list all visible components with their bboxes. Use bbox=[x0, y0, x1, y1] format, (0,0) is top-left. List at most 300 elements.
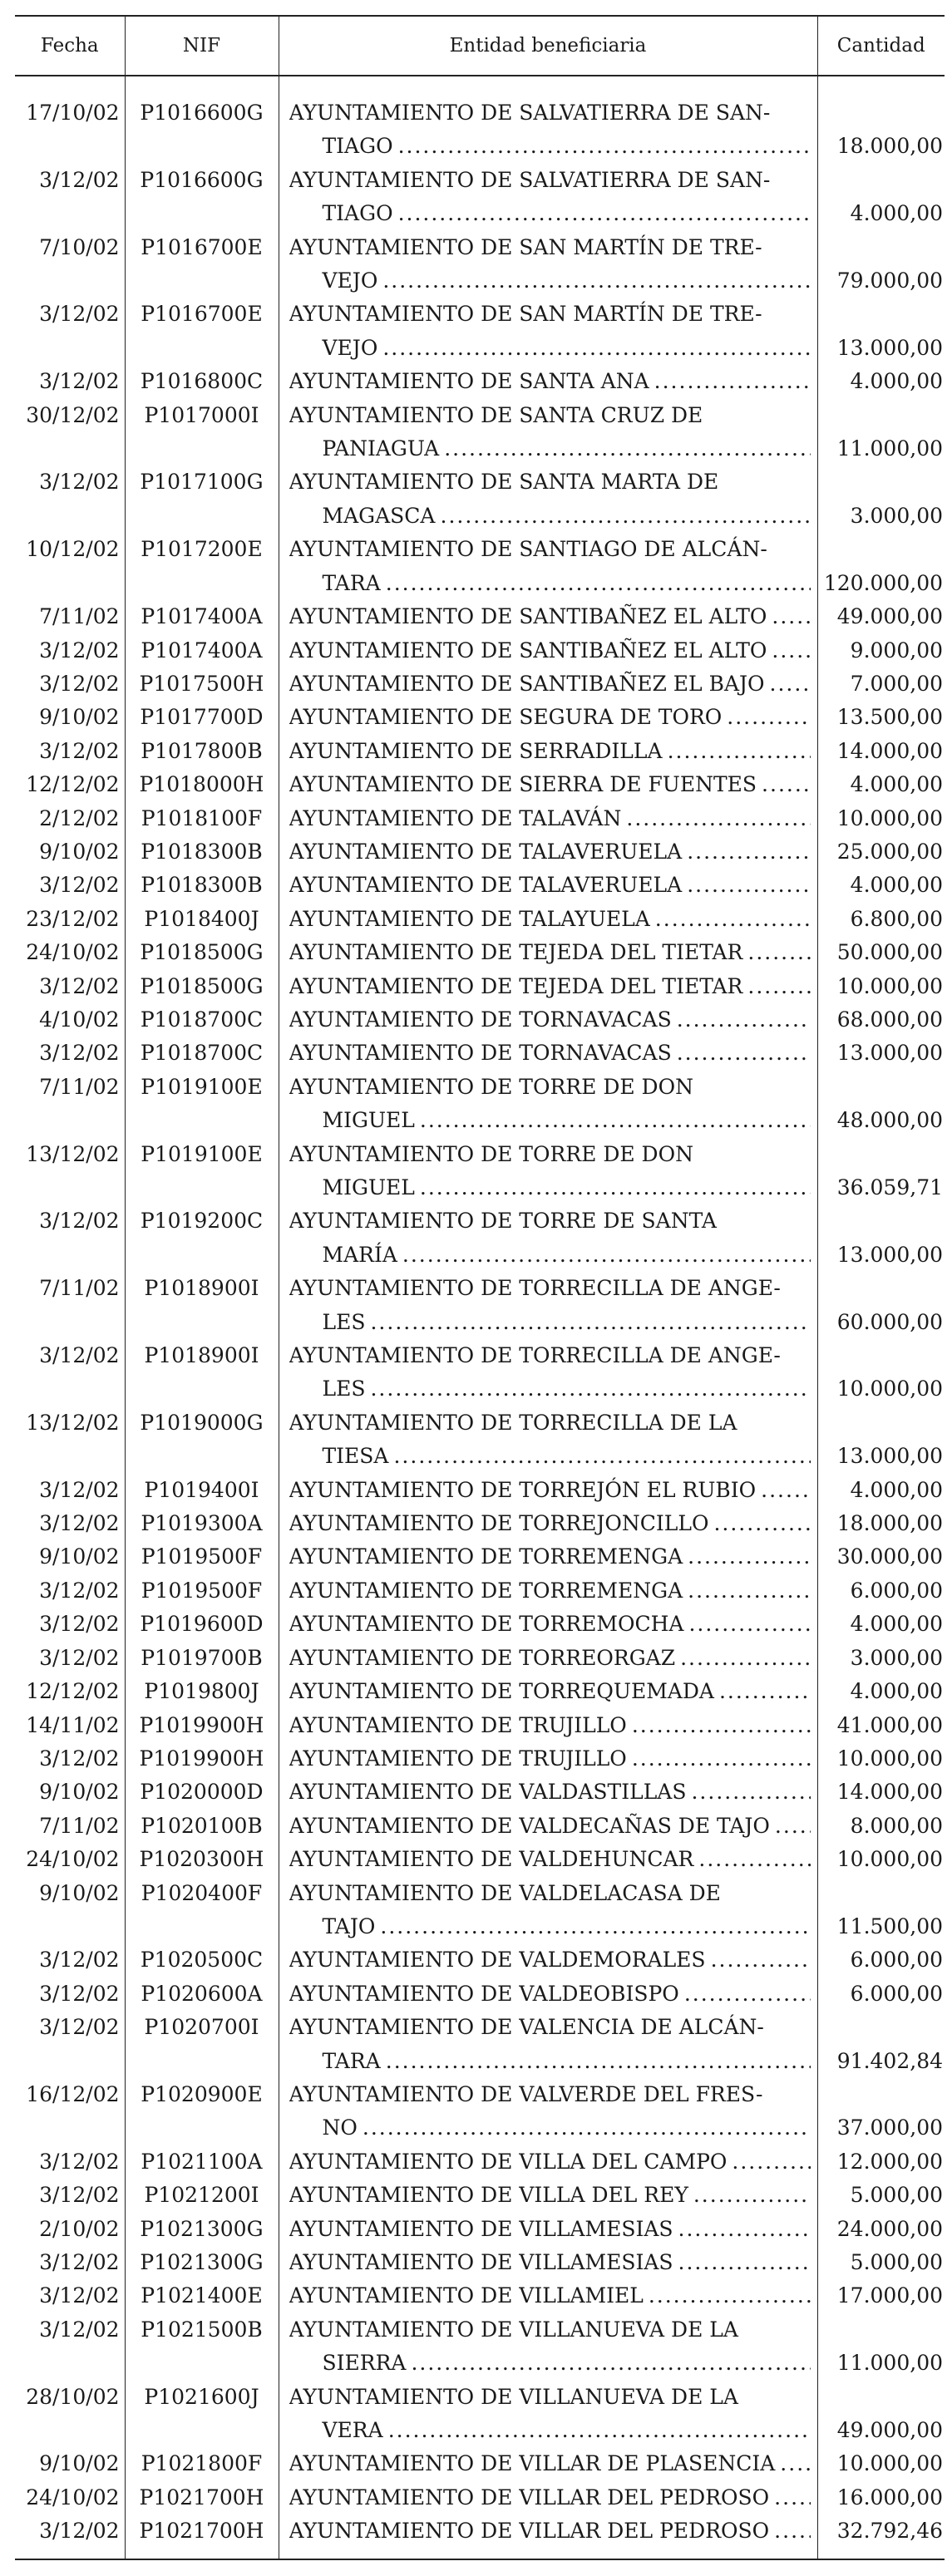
entidad-line bbox=[289, 634, 811, 667]
table-row bbox=[15, 600, 945, 633]
table-row bbox=[15, 667, 945, 701]
entidad-line bbox=[289, 1204, 811, 1238]
entidad-text: AYUNTAMIENTO DE VALDECAÑAS DE TAJO bbox=[289, 1813, 770, 1838]
entidad-text: AYUNTAMIENTO DE TEJEDA DEL TIETAR bbox=[289, 973, 743, 998]
entidad-text: AYUNTAMIENTO DE TORNAVACAS bbox=[289, 1041, 672, 1066]
cell-nif: P1018400J bbox=[125, 903, 279, 936]
cell-nif: P1019700B bbox=[125, 1642, 279, 1675]
cell-nif: P1016600G bbox=[125, 96, 279, 164]
entidad-text: AYUNTAMIENTO DE TALAVÁN bbox=[289, 805, 622, 830]
table-row bbox=[15, 802, 945, 835]
entidad-text: AYUNTAMIENTO DE TORRE DE SANTA bbox=[289, 1209, 717, 1234]
cell-cantidad: 13.000,00 bbox=[817, 1037, 945, 1070]
cell-fecha: 3/12/02 bbox=[39, 2015, 120, 2040]
dot-leader bbox=[672, 1037, 811, 1070]
dot-leader bbox=[377, 264, 810, 298]
entidad-text: AYUNTAMIENTO DE TORREJONCILLO bbox=[289, 1511, 709, 1536]
table-row bbox=[15, 2246, 945, 2279]
dot-leader bbox=[693, 1843, 810, 1876]
cell-fecha: 7/11/02 bbox=[39, 1276, 120, 1301]
cell-fecha: 3/12/02 bbox=[39, 1948, 120, 1973]
cell-fecha: 7/11/02 bbox=[39, 1813, 120, 1838]
cell-nif: P1021300G bbox=[125, 2213, 279, 2246]
cell-entidad bbox=[279, 231, 817, 298]
entidad-text: TIAGO bbox=[322, 134, 393, 159]
table-row bbox=[15, 2381, 945, 2448]
table-row bbox=[15, 1540, 945, 1574]
cell-cantidad: 30.000,00 bbox=[817, 1540, 945, 1574]
entidad-line bbox=[289, 1071, 811, 1104]
table-row bbox=[15, 96, 945, 164]
cell-cantidad: 49.000,00 bbox=[817, 600, 945, 633]
cell-fecha: 3/12/02 bbox=[39, 302, 120, 327]
cell-entidad bbox=[279, 1810, 817, 1843]
cell-entidad bbox=[279, 1642, 817, 1675]
entidad-text: AYUNTAMIENTO DE TORREJÓN EL RUBIO bbox=[289, 1477, 757, 1502]
table-row bbox=[15, 2514, 945, 2559]
entidad-line bbox=[289, 1540, 811, 1574]
entidad-text: AYUNTAMIENTO DE VILLAR DE PLASENCIA bbox=[289, 2451, 776, 2476]
cell-entidad bbox=[279, 2179, 817, 2212]
entidad-text: AYUNTAMIENTO DE TORREMENGA bbox=[289, 1544, 683, 1569]
entidad-line bbox=[289, 1943, 811, 1977]
dot-leader bbox=[682, 835, 810, 869]
entidad-line bbox=[289, 332, 811, 365]
cell-fecha: 13/12/02 bbox=[26, 1141, 120, 1166]
entidad-text: AYUNTAMIENTO DE VILLA DEL CAMPO bbox=[289, 2149, 728, 2174]
cell-fecha: 3/12/02 bbox=[39, 973, 120, 998]
table-row bbox=[15, 1608, 945, 1641]
table-row bbox=[15, 1776, 945, 1809]
entidad-text: AYUNTAMIENTO DE TRUJILLO bbox=[289, 1712, 627, 1737]
dot-leader bbox=[381, 2045, 811, 2078]
table-row bbox=[15, 701, 945, 734]
cell-cantidad: 32.792,46 bbox=[817, 2514, 945, 2559]
cell-nif: P1018700C bbox=[125, 1003, 279, 1037]
cell-fecha: 3/12/02 bbox=[39, 1746, 120, 1771]
entidad-text: AYUNTAMIENTO DE VALVERDE DEL FRES- bbox=[289, 2081, 763, 2106]
cell-entidad bbox=[279, 600, 817, 633]
cell-entidad bbox=[279, 835, 817, 869]
entidad-line bbox=[289, 1239, 811, 1272]
cell-nif: P1016600G bbox=[125, 164, 279, 231]
entidad-line bbox=[289, 533, 811, 566]
table-row bbox=[15, 465, 945, 533]
cell-fecha: 14/11/02 bbox=[26, 1712, 120, 1737]
table-row bbox=[15, 1943, 945, 1977]
entidad-line bbox=[289, 1003, 811, 1037]
dot-leader bbox=[683, 1574, 810, 1608]
cell-cantidad: 13.000,00 bbox=[817, 1406, 945, 1474]
entidad-text: AYUNTAMIENTO DE TALAVERUELA bbox=[289, 873, 683, 898]
cell-entidad bbox=[279, 634, 817, 667]
entidad-text: AYUNTAMIENTO DE SEGURA DE TORO bbox=[289, 705, 723, 730]
cell-entidad bbox=[279, 1540, 817, 1574]
table-row bbox=[15, 1574, 945, 1608]
entidad-text: TARA bbox=[322, 570, 381, 595]
entidad-line bbox=[289, 2414, 811, 2447]
header-cantidad: Cantidad bbox=[817, 16, 945, 76]
dot-leader bbox=[672, 1003, 811, 1037]
cell-fecha: 3/12/02 bbox=[39, 369, 120, 394]
entidad-text: AYUNTAMIENTO DE SIERRA DE FUENTES bbox=[289, 772, 757, 797]
dot-leader bbox=[397, 1239, 811, 1272]
cell-nif: P1019500F bbox=[125, 1574, 279, 1608]
cell-cantidad: 11.000,00 bbox=[817, 399, 945, 466]
entidad-line bbox=[289, 667, 811, 701]
cell-entidad bbox=[279, 1978, 817, 2011]
cell-fecha: 28/10/02 bbox=[26, 2384, 120, 2409]
cell-entidad bbox=[279, 802, 817, 835]
cell-fecha: 3/12/02 bbox=[15, 2514, 125, 2559]
dot-leader bbox=[708, 1507, 810, 1540]
header-fecha: Fecha bbox=[15, 16, 125, 76]
cell-fecha: 3/12/02 bbox=[39, 1041, 120, 1066]
entidad-line bbox=[289, 1742, 811, 1776]
entidad-line bbox=[289, 1372, 811, 1406]
cell-cantidad: 10.000,00 bbox=[817, 1742, 945, 1776]
table-row bbox=[15, 1272, 945, 1339]
cell-cantidad: 11.000,00 bbox=[817, 2313, 945, 2381]
cell-fecha: 16/12/02 bbox=[26, 2081, 120, 2106]
cell-entidad bbox=[279, 2145, 817, 2179]
dot-leader bbox=[675, 1642, 810, 1675]
cell-nif: P1018300B bbox=[125, 869, 279, 902]
cell-nif: P1016800C bbox=[125, 365, 279, 398]
cell-cantidad: 5.000,00 bbox=[817, 2246, 945, 2279]
cell-cantidad: 6.800,00 bbox=[817, 903, 945, 936]
cell-fecha: 3/12/02 bbox=[39, 638, 120, 662]
entidad-text: AYUNTAMIENTO DE TALAVERUELA bbox=[289, 839, 683, 864]
dot-leader bbox=[663, 735, 811, 768]
entidad-text: MIGUEL bbox=[322, 1108, 415, 1133]
cell-nif: P1019100E bbox=[125, 1071, 279, 1138]
dot-leader bbox=[683, 1608, 810, 1641]
cell-cantidad: 36.059,71 bbox=[817, 1138, 945, 1205]
header-spacer-row bbox=[15, 76, 945, 96]
table-row bbox=[15, 2481, 945, 2514]
table-row bbox=[15, 1339, 945, 1406]
cell-nif: P1020000D bbox=[125, 1776, 279, 1809]
cell-nif: P1018900I bbox=[125, 1339, 279, 1406]
cell-fecha: 23/12/02 bbox=[26, 906, 120, 931]
cell-nif: P1021700H bbox=[125, 2481, 279, 2514]
entidad-line bbox=[289, 231, 811, 264]
entidad-text: AYUNTAMIENTO DE SALVATIERRA DE SAN- bbox=[289, 167, 771, 192]
table-row bbox=[15, 1843, 945, 1876]
cell-cantidad: 4.000,00 bbox=[817, 1608, 945, 1641]
cell-cantidad: 4.000,00 bbox=[817, 365, 945, 398]
table-header-row bbox=[15, 16, 945, 76]
cell-nif: P1019100E bbox=[125, 1138, 279, 1205]
cell-entidad bbox=[279, 298, 817, 365]
entidad-text: AYUNTAMIENTO DE VILLAR DEL PEDROSO bbox=[289, 2485, 770, 2510]
dot-leader bbox=[706, 1943, 811, 1977]
cell-nif: P1020400F bbox=[125, 1877, 279, 1944]
entidad-text: AYUNTAMIENTO DE SANTIAGO DE ALCÁN- bbox=[289, 537, 767, 562]
entidad-line bbox=[289, 1877, 811, 1910]
entidad-text: AYUNTAMIENTO DE VILLAMIEL bbox=[289, 2283, 644, 2308]
entidad-text: AYUNTAMIENTO DE SAN MARTÍN DE TRE- bbox=[289, 302, 762, 327]
cell-entidad bbox=[279, 1776, 817, 1809]
table-row bbox=[15, 231, 945, 298]
dot-leader bbox=[365, 1306, 810, 1339]
cell-cantidad: 13.000,00 bbox=[817, 298, 945, 365]
table-row bbox=[15, 2213, 945, 2246]
table-row bbox=[15, 1406, 945, 1474]
entidad-line bbox=[289, 399, 811, 432]
dot-leader bbox=[377, 332, 810, 365]
cell-fecha: 24/10/02 bbox=[26, 2485, 120, 2510]
cell-nif: P1020500C bbox=[125, 1943, 279, 1977]
dot-leader bbox=[621, 802, 810, 835]
cell-cantidad: 17.000,00 bbox=[817, 2279, 945, 2312]
cell-nif: P1019800J bbox=[125, 1675, 279, 1708]
dot-leader bbox=[742, 970, 810, 1003]
entidad-line bbox=[289, 1843, 811, 1876]
cell-entidad bbox=[279, 1943, 817, 1977]
dot-leader bbox=[775, 2447, 810, 2480]
entidad-text: TAJO bbox=[322, 1914, 376, 1938]
cell-fecha: 9/10/02 bbox=[39, 2451, 120, 2476]
cell-entidad bbox=[279, 1339, 817, 1406]
table-row bbox=[15, 1877, 945, 1944]
table-row bbox=[15, 2145, 945, 2179]
cell-entidad bbox=[279, 1406, 817, 1474]
entidad-text: NO bbox=[322, 2115, 358, 2140]
table-row bbox=[15, 365, 945, 398]
cell-fecha: 7/10/02 bbox=[39, 234, 120, 259]
table-row bbox=[15, 164, 945, 231]
entidad-line bbox=[289, 1406, 811, 1440]
cell-entidad bbox=[279, 2313, 817, 2381]
cell-entidad bbox=[279, 1608, 817, 1641]
entidad-text: AYUNTAMIENTO DE VALENCIA DE ALCÁN- bbox=[289, 2015, 764, 2040]
cell-cantidad: 14.000,00 bbox=[817, 1776, 945, 1809]
cell-cantidad: 8.000,00 bbox=[817, 1810, 945, 1843]
cell-entidad bbox=[279, 1877, 817, 1944]
entidad-text: AYUNTAMIENTO DE VALDEOBISPO bbox=[289, 1981, 679, 2006]
cell-entidad bbox=[279, 903, 817, 936]
cell-entidad bbox=[279, 2011, 817, 2078]
cell-nif: P1019900H bbox=[125, 1709, 279, 1742]
cell-cantidad: 49.000,00 bbox=[817, 2381, 945, 2448]
entidad-line bbox=[289, 264, 811, 298]
entidad-text: AYUNTAMIENTO DE TORREMOCHA bbox=[289, 1612, 684, 1637]
cell-entidad bbox=[279, 970, 817, 1003]
cell-entidad bbox=[279, 869, 817, 902]
dot-leader bbox=[644, 2279, 811, 2312]
entidad-line bbox=[289, 600, 811, 633]
cell-cantidad: 79.000,00 bbox=[817, 231, 945, 298]
dot-leader bbox=[375, 1910, 810, 1943]
entidad-line bbox=[289, 2145, 811, 2179]
table-row bbox=[15, 1138, 945, 1205]
dot-leader bbox=[673, 2246, 811, 2279]
cell-cantidad: 5.000,00 bbox=[817, 2179, 945, 2212]
cell-nif: P1019600D bbox=[125, 1608, 279, 1641]
cell-cantidad: 7.000,00 bbox=[817, 667, 945, 701]
table-row bbox=[15, 970, 945, 1003]
entidad-line bbox=[289, 2347, 811, 2380]
entidad-text: AYUNTAMIENTO DE VALDASTILLAS bbox=[289, 1780, 687, 1805]
entidad-line bbox=[289, 1306, 811, 1339]
cell-fecha: 13/12/02 bbox=[26, 1410, 120, 1435]
entidad-line bbox=[289, 1574, 811, 1608]
cell-cantidad: 6.000,00 bbox=[817, 1943, 945, 1977]
dot-leader bbox=[673, 2213, 811, 2246]
entidad-text: SIERRA bbox=[322, 2351, 407, 2376]
cell-fecha: 30/12/02 bbox=[26, 402, 120, 427]
entidad-line bbox=[289, 2279, 811, 2312]
cell-entidad bbox=[279, 96, 817, 164]
dot-leader bbox=[627, 1742, 811, 1776]
entidad-line bbox=[289, 1776, 811, 1809]
cell-fecha: 24/10/02 bbox=[26, 1847, 120, 1872]
header-entidad: Entidad beneficiaria bbox=[279, 16, 817, 76]
entidad-line bbox=[289, 465, 811, 499]
entidad-text: AYUNTAMIENTO DE VALDEHUNCAR bbox=[289, 1847, 694, 1872]
cell-cantidad: 10.000,00 bbox=[817, 1843, 945, 1876]
entidad-text: AYUNTAMIENTO DE VALDELACASA DE bbox=[289, 1880, 721, 1905]
cell-fecha: 24/10/02 bbox=[26, 940, 120, 965]
table-row bbox=[15, 1204, 945, 1272]
cell-cantidad: 6.000,00 bbox=[817, 1574, 945, 1608]
table-row bbox=[15, 869, 945, 902]
entidad-text: VEJO bbox=[322, 268, 378, 293]
cell-nif: P1018000H bbox=[125, 768, 279, 801]
table-row bbox=[15, 2179, 945, 2212]
cell-cantidad: 3.000,00 bbox=[817, 1642, 945, 1675]
dot-leader bbox=[742, 936, 810, 969]
cell-fecha: 17/10/02 bbox=[26, 101, 120, 125]
entidad-text: AYUNTAMIENTO DE TORRE DE DON bbox=[289, 1141, 693, 1166]
entidad-line bbox=[289, 701, 811, 734]
cell-fecha: 2/12/02 bbox=[39, 805, 120, 830]
cell-cantidad: 10.000,00 bbox=[817, 802, 945, 835]
cell-nif: P1020700I bbox=[125, 2011, 279, 2078]
entidad-text: AYUNTAMIENTO DE TRUJILLO bbox=[289, 1746, 627, 1771]
cell-entidad bbox=[279, 164, 817, 231]
entidad-text: AYUNTAMIENTO DE TORREMENGA bbox=[289, 1578, 683, 1603]
dot-leader bbox=[406, 2347, 810, 2380]
cell-fecha: 3/12/02 bbox=[39, 1343, 120, 1368]
entidad-text: MIGUEL bbox=[322, 1175, 415, 1199]
cell-fecha: 3/12/02 bbox=[39, 1981, 120, 2006]
entidad-line bbox=[289, 802, 811, 835]
entidad-line bbox=[289, 2011, 811, 2044]
cell-nif: P1017400A bbox=[125, 634, 279, 667]
cell-cantidad: 13.500,00 bbox=[817, 701, 945, 734]
entidad-line bbox=[289, 298, 811, 331]
dot-leader bbox=[727, 2145, 810, 2179]
entidad-text: AYUNTAMIENTO DE TALAYUELA bbox=[289, 906, 650, 931]
table-row bbox=[15, 1507, 945, 1540]
cell-entidad bbox=[279, 2381, 817, 2448]
dot-leader bbox=[381, 567, 811, 600]
entidad-line bbox=[289, 1440, 811, 1473]
entidad-line bbox=[289, 735, 811, 768]
dot-leader bbox=[765, 667, 811, 701]
table-row bbox=[15, 835, 945, 869]
table-row bbox=[15, 1978, 945, 2011]
dot-leader bbox=[770, 1810, 811, 1843]
entidad-text: AYUNTAMIENTO DE TORRECILLA DE ANGE- bbox=[289, 1276, 781, 1301]
entidad-line bbox=[289, 768, 811, 801]
entidad-line bbox=[289, 1709, 811, 1742]
cell-nif: P1021800F bbox=[125, 2447, 279, 2480]
table-body bbox=[15, 76, 945, 2559]
cell-entidad bbox=[279, 2246, 817, 2279]
entidad-line bbox=[289, 1104, 811, 1137]
cell-nif: P1020300H bbox=[125, 1843, 279, 1876]
cell-nif: P1018900I bbox=[125, 1272, 279, 1339]
cell-cantidad: 4.000,00 bbox=[817, 869, 945, 902]
entidad-text: AYUNTAMIENTO DE SANTA MARTA DE bbox=[289, 470, 719, 495]
cell-nif: P1017500H bbox=[125, 667, 279, 701]
entidad-line bbox=[289, 2447, 811, 2480]
dot-leader bbox=[393, 197, 811, 230]
entidad-line bbox=[289, 500, 811, 533]
cell-fecha: 3/12/02 bbox=[39, 1578, 120, 1603]
entidad-line bbox=[289, 432, 811, 465]
cell-nif: P1019400I bbox=[125, 1474, 279, 1507]
entidad-text: AYUNTAMIENTO DE SERRADILLA bbox=[289, 738, 663, 763]
entidad-line bbox=[289, 1608, 811, 1641]
table-row bbox=[15, 298, 945, 365]
dot-leader bbox=[683, 1540, 810, 1574]
cell-entidad bbox=[279, 1204, 817, 1272]
cell-fecha: 3/12/02 bbox=[39, 1612, 120, 1637]
cell-cantidad: 13.000,00 bbox=[817, 1204, 945, 1272]
cell-fecha: 12/12/02 bbox=[26, 772, 120, 797]
cell-cantidad: 11.500,00 bbox=[817, 1877, 945, 1944]
cell-entidad bbox=[279, 2481, 817, 2514]
cell-entidad bbox=[279, 768, 817, 801]
table-row bbox=[15, 2279, 945, 2312]
entidad-line bbox=[289, 1474, 811, 1507]
dot-leader bbox=[649, 365, 811, 398]
entidad-line bbox=[289, 96, 811, 130]
cell-fecha: 9/10/02 bbox=[39, 1544, 120, 1569]
entidad-line bbox=[289, 970, 811, 1003]
cell-fecha: 3/12/02 bbox=[39, 738, 120, 763]
cell-nif: P1017200E bbox=[125, 533, 279, 600]
cell-cantidad: 68.000,00 bbox=[817, 1003, 945, 1037]
cell-entidad bbox=[279, 2213, 817, 2246]
cell-nif: P1018500G bbox=[125, 936, 279, 969]
entidad-text: AYUNTAMIENTO DE VILLAMESIAS bbox=[289, 2216, 673, 2241]
cell-fecha: 3/12/02 bbox=[39, 671, 120, 696]
cell-nif: P1021500B bbox=[125, 2313, 279, 2381]
cell-cantidad: 4.000,00 bbox=[817, 1474, 945, 1507]
cell-entidad bbox=[279, 1272, 817, 1339]
cell-entidad bbox=[279, 1742, 817, 1776]
cell-entidad bbox=[279, 1709, 817, 1742]
cell-fecha: 3/12/02 bbox=[39, 2283, 120, 2308]
table-row bbox=[15, 2313, 945, 2381]
dot-leader bbox=[722, 701, 810, 734]
cell-fecha: 9/10/02 bbox=[39, 839, 120, 864]
cell-nif: P1020100B bbox=[125, 1810, 279, 1843]
entidad-text: AYUNTAMIENTO DE VALDEMORALES bbox=[289, 1948, 706, 1973]
entidad-text: VERA bbox=[322, 2418, 383, 2443]
entidad-text: MAGASCA bbox=[322, 503, 436, 528]
cell-cantidad: 10.000,00 bbox=[817, 2447, 945, 2480]
entidad-line bbox=[289, 2381, 811, 2414]
cell-cantidad: 24.000,00 bbox=[817, 2213, 945, 2246]
cell-nif: P1017100G bbox=[125, 465, 279, 533]
